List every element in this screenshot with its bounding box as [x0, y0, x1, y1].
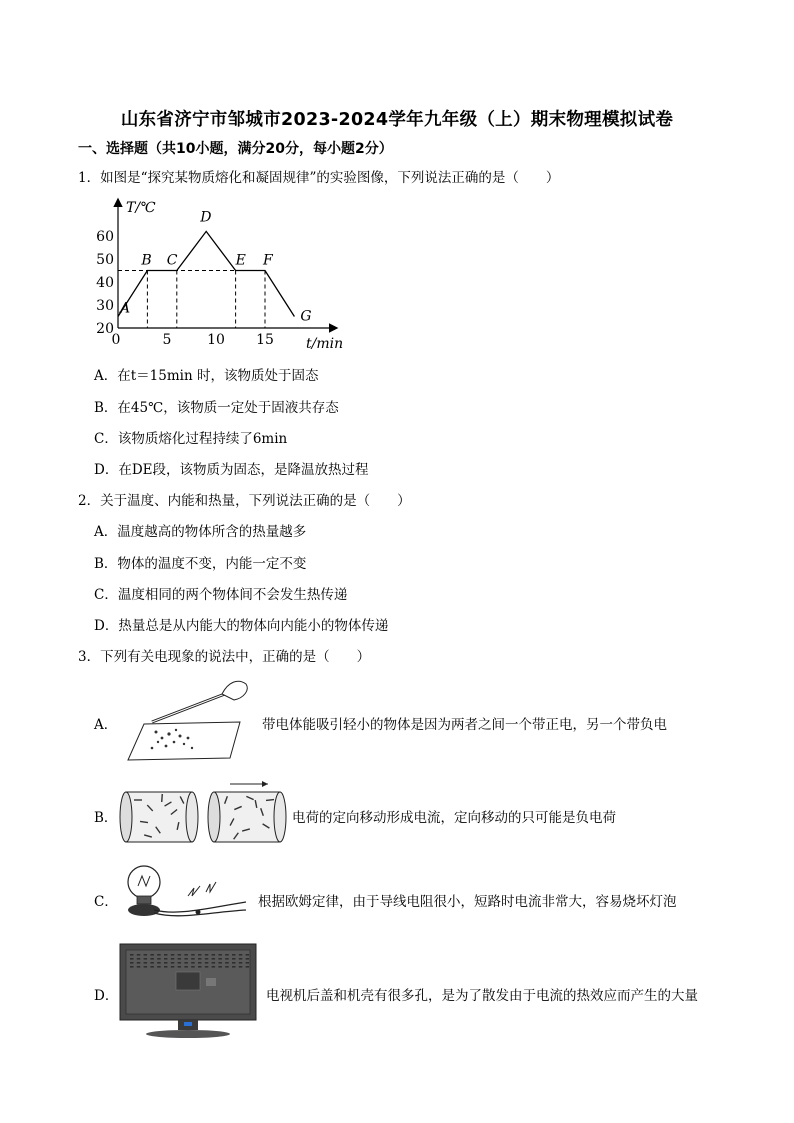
- x-axis-label: t/min: [306, 336, 344, 352]
- q1-option-d[interactable]: D．在DE段，该物质为固态，是降温放热过程: [94, 462, 369, 478]
- y-tick-label: 50: [96, 252, 114, 268]
- point-label-F: F: [263, 252, 273, 269]
- question-3-stem: 3．下列有关电现象的说法中，正确的是（ ）: [78, 649, 371, 665]
- q3-option-d-text[interactable]: 电视机后盖和机壳有很多孔，是为了散发由于电流的热效应而产生的大量: [266, 988, 698, 1004]
- x-tick-label: 15: [256, 332, 274, 348]
- q3-option-c-letter[interactable]: C．: [94, 894, 118, 910]
- melting-chart: [96, 192, 366, 356]
- y-tick-label: 30: [96, 298, 114, 314]
- q3-option-b-letter[interactable]: B．: [94, 810, 118, 826]
- q3-option-a-letter[interactable]: A．: [94, 717, 118, 733]
- q2-option-b[interactable]: B．物体的温度不变，内能一定不变: [94, 556, 307, 572]
- q3-option-b-text[interactable]: 电荷的定向移动形成电流，定向移动的只可能是负电荷: [292, 810, 616, 826]
- question-2-stem: 2．关于温度、内能和热量，下列说法正确的是（ ）: [78, 493, 411, 509]
- x-tick-label: 10: [207, 332, 225, 348]
- point-label-B: B: [141, 252, 152, 269]
- q3-option-a-text[interactable]: 带电体能吸引轻小的物体是因为两者之间一个带正电，另一个带负电: [262, 717, 667, 733]
- q2-option-d[interactable]: D．热量总是从内能大的物体向内能小的物体传递: [94, 618, 389, 634]
- conductor-right: [208, 792, 286, 842]
- question-1-stem: 1．如图是“探究某物质熔化和凝固规律”的实验图像，下列说法正确的是（ ）: [78, 170, 560, 186]
- point-label-D: D: [200, 209, 212, 226]
- charged-rod-illustration: [122, 672, 252, 764]
- page-title: 山东省济宁市邹城市2023-2024学年九年级（上）期末物理模拟试卷: [120, 110, 674, 130]
- y-tick-label: 40: [96, 275, 114, 291]
- point-label-A: A: [120, 300, 131, 317]
- tv-back-illustration: [118, 942, 258, 1040]
- current-conductor-illustration: [118, 778, 290, 850]
- section-heading: 一、选择题（共10小题，满分20分，每小题2分）: [78, 141, 393, 157]
- q1-option-c[interactable]: C．该物质熔化过程持续了6min: [94, 431, 288, 447]
- point-label-E: E: [235, 252, 246, 269]
- y-axis-label: T/℃: [126, 200, 156, 216]
- q3-option-c-text[interactable]: 根据欧姆定律，由于导线电阻很小，短路时电流非常大，容易烧坏灯泡: [258, 894, 677, 910]
- point-label-G: G: [300, 308, 312, 325]
- q2-option-c[interactable]: C．温度相同的两个物体间不会发生热传递: [94, 587, 348, 603]
- q2-option-a[interactable]: A．温度越高的物体所含的热量越多: [94, 524, 307, 540]
- point-label-C: C: [166, 252, 178, 269]
- conductor-left: [120, 792, 198, 842]
- y-tick-label: 60: [96, 229, 114, 245]
- y-tick-label: 20: [96, 321, 114, 337]
- x-tick-label: 0: [111, 332, 121, 348]
- q3-option-d-letter[interactable]: D．: [94, 988, 119, 1004]
- x-tick-label: 5: [162, 332, 172, 348]
- q1-option-b[interactable]: B．在45℃，该物质一定处于固液共存态: [94, 400, 339, 416]
- temperature-curve: [118, 231, 294, 316]
- q1-option-a[interactable]: A．在t＝15min 时，该物质处于固态: [94, 368, 319, 384]
- short-circuit-bulb-illustration: [118, 862, 252, 930]
